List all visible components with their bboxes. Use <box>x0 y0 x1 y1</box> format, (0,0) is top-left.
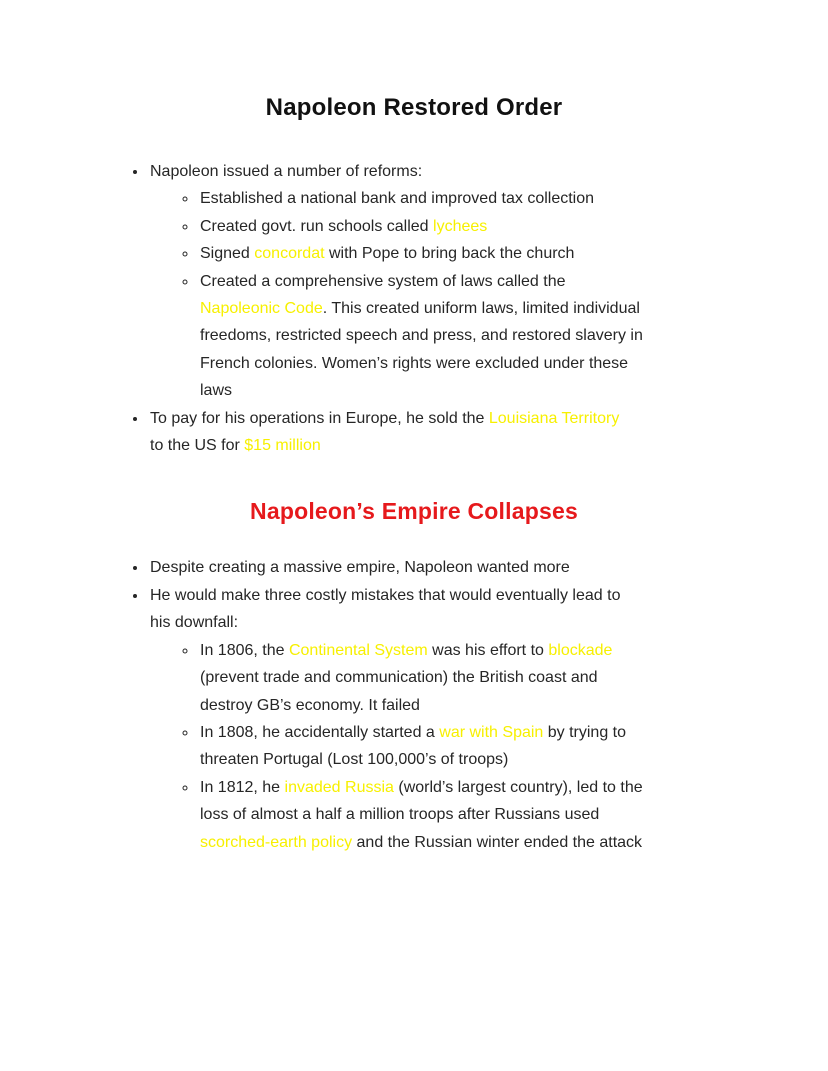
text-run: loss of almost a half a million troops after Russians used <box>200 806 600 824</box>
highlight-run-invaded-russia: invaded Russia <box>284 778 394 796</box>
empire-collapses-list <box>100 554 728 855</box>
highlight-run-blockade: blockade <box>548 641 613 659</box>
text-run: his downfall: <box>150 614 239 632</box>
text-run: threaten Portugal (Lost 100,000’s of troops) <box>200 751 509 769</box>
highlight-run-scorched-earth: scorched-earth policy <box>200 833 353 851</box>
text-run: Created govt. run schools called <box>200 217 434 235</box>
text-run: (prevent trade and communication) the British coast and <box>200 669 598 687</box>
text-run: Established a national bank and improved tax collection <box>200 190 595 208</box>
sub-bullet-napoleonic-code <box>198 268 728 405</box>
restored-order-list <box>100 158 728 459</box>
text-run: He would make three costly mistakes that would eventually lead to <box>150 586 621 604</box>
highlight-run-napoleonic-code: Napoleonic Code <box>200 300 323 318</box>
text-run: laws <box>200 382 233 400</box>
highlight-run-15-million: $15 million <box>244 437 321 455</box>
highlight-run-lychees: lychees <box>433 217 488 235</box>
text-run: Despite creating a massive empire, Napoleon wanted more <box>150 559 570 577</box>
text-run: and the Russian winter ended the attack <box>352 833 643 851</box>
text-run: Napoleon issued a number of reforms: <box>150 163 423 180</box>
sub-bullet-war-with-spain <box>198 719 728 774</box>
sub-bullet-continental-system <box>198 637 728 719</box>
text-run: freedoms, restricted speech and press, and restored slavery in <box>200 327 643 345</box>
text-run: In 1806, the <box>200 641 289 659</box>
bullet-louisiana-sale <box>148 405 728 460</box>
text-run: was his effort to <box>427 641 549 659</box>
text-run: . This created uniform laws, limited individual <box>322 300 640 318</box>
text-run: (world’s largest country), led to the <box>393 778 643 796</box>
text-run: destroy GB’s economy. It failed <box>200 696 420 714</box>
sub-bullet-schools <box>198 213 728 240</box>
text-run: by trying to <box>543 723 627 741</box>
bullet-reforms <box>148 158 728 405</box>
section-heading-restored-order: Napoleon Restored Order <box>265 94 563 121</box>
sub-bullet-national-bank <box>198 185 728 212</box>
highlight-run-louisiana-territory: Louisiana Territory <box>488 409 620 427</box>
text-run: Created a comprehensive system of laws called the <box>200 272 566 290</box>
bullet-wanted-more <box>148 554 728 581</box>
text-run: to the US for <box>150 437 245 455</box>
bullet-three-mistakes <box>148 582 728 856</box>
text-run: To pay for his operations in Europe, he sold the <box>150 409 489 427</box>
highlight-run-concordat: concordat <box>254 245 325 263</box>
reforms-sublist <box>150 185 728 404</box>
sub-bullet-invaded-russia <box>198 774 728 856</box>
highlight-run-continental-system: Continental System <box>288 641 428 659</box>
mistakes-sublist <box>150 637 728 856</box>
text-run: with Pope to bring back the church <box>324 245 575 263</box>
sub-bullet-concordat <box>198 240 728 267</box>
text-run: In 1812, he <box>200 778 285 796</box>
highlight-run-war-with-spain: war with Spain <box>439 723 544 741</box>
text-run: Signed <box>200 245 255 263</box>
section-heading-empire-collapses: Napoleon’s Empire Collapses <box>250 498 578 525</box>
text-run: French colonies. Women’s rights were excluded under these <box>200 354 629 372</box>
text-run: In 1808, he accidentally started a <box>200 723 440 741</box>
